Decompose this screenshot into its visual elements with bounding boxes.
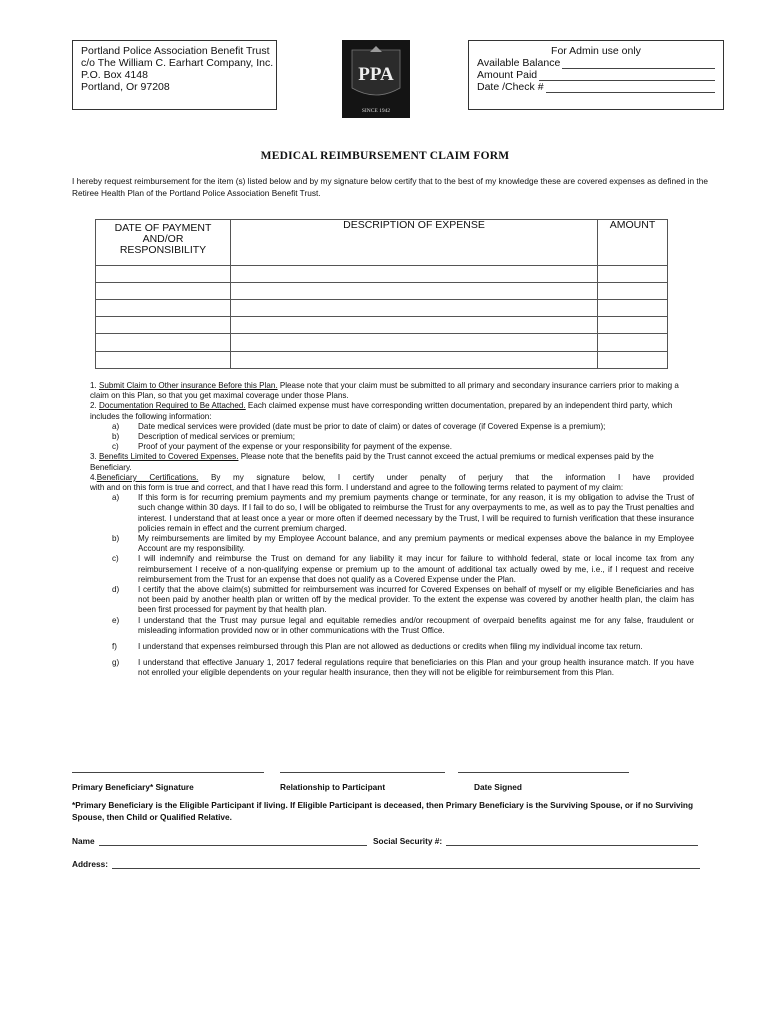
term-2-heading: Documentation Required to Be Attached.: [99, 401, 246, 411]
date-cell[interactable]: [96, 334, 231, 351]
list-item: b) My reimbursements are limited by my Employee Account balance, and any premium payments or medical expenses above the balance in my Employee Account are my responsibility.: [112, 534, 694, 554]
table-row: [96, 351, 668, 368]
description-cell[interactable]: [231, 334, 598, 351]
description-cell[interactable]: [231, 351, 598, 368]
address-line: c/o The William C. Earhart Company, Inc.: [81, 57, 274, 69]
table-row: [96, 282, 668, 299]
logo-text: PPA: [358, 64, 394, 85]
trust-address-box: [72, 40, 277, 110]
claim-table: [95, 219, 668, 369]
available-balance-field[interactable]: [477, 57, 715, 69]
beneficiary-note: *Primary Beneficiary is the Eligible Participant if living. If Eligible Participant is deceased, then Primary Beneficiary is the Surviving Spouse, or if no Surviving Spouse, then Child or Qualified Relative.: [72, 800, 694, 822]
list-item: e) I understand that the Trust may pursue legal and equitable remedies and/or recoupment of overpaid benefits against me for any false, fraudulent or misleading information provided now or in other communications with the Trust Office.: [112, 615, 694, 635]
term-3-heading: Benefits Limited to Covered Expenses.: [99, 452, 239, 462]
date-cell[interactable]: [96, 265, 231, 282]
list-item: b) Description of medical services or premium;: [112, 432, 295, 442]
amount-paid-field[interactable]: [477, 69, 715, 81]
ssn-field[interactable]: [373, 836, 698, 846]
term-3: 3. Benefits Limited to Covered Expenses. Please note that the benefits paid by the Trust cannot exceed the actual premiums or medical expenses paid by the Beneficiary.: [90, 452, 654, 472]
ssn-label: Social Security #:: [373, 836, 443, 846]
amount-cell[interactable]: [598, 334, 668, 351]
amount-cell[interactable]: [598, 265, 668, 282]
date-cell[interactable]: [96, 351, 231, 368]
logo-since: SINCE 1942: [361, 108, 391, 114]
table-row: [96, 265, 668, 282]
list-item: a) If this form is for recurring premium payments and my premium payments change or terminate, for any reason, it is my obligation to advise the Trust of such change within 30 days. If I fail to do so, I will be obligated to reimburse the Trust for any overpayments to me, as well as to pay the Trust penalties and interest. I understand that at least once a year or more often if deemed necessary by the Trust, I will be required to furnish verification that these insurance policies remain in effect and the current premium charged.: [112, 493, 694, 533]
table-row: [96, 317, 668, 334]
term-1-heading: Submit Claim to Other insurance Before this Plan.: [99, 381, 278, 390]
admin-title: For Admin use only: [551, 45, 641, 57]
col-description-header: DESCRIPTION OF EXPENSE: [231, 220, 598, 266]
signature-label: Primary Beneficiary* Signature: [72, 782, 194, 792]
date-check-label: Date /Check #: [477, 81, 544, 93]
col-date-header: DATE OF PAYMENT AND/OR RESPONSIBILITY: [96, 220, 231, 266]
date-check-field[interactable]: [477, 81, 715, 93]
address-label: Address:: [72, 859, 108, 869]
term-4-continued: with and on this form is true and correct, and that I have read this form. I understand and agree to the following terms related to payment of my claim:: [90, 483, 624, 493]
col-amount-header: AMOUNT: [598, 220, 668, 266]
amount-cell[interactable]: [598, 282, 668, 299]
form-title: MEDICAL REIMBURSEMENT CLAIM FORM: [260, 150, 510, 162]
date-signed-label: Date Signed: [474, 782, 522, 792]
date-cell[interactable]: [96, 317, 231, 334]
table-row: [96, 334, 668, 351]
address-line: P.O. Box 4148: [81, 69, 148, 81]
date-signed-line[interactable]: [458, 772, 629, 773]
date-cell[interactable]: [96, 300, 231, 317]
amount-cell[interactable]: [598, 351, 668, 368]
admin-use-box: [468, 40, 724, 110]
amount-cell[interactable]: [598, 300, 668, 317]
name-field[interactable]: [72, 836, 367, 846]
relationship-line[interactable]: [280, 772, 445, 773]
description-cell[interactable]: [231, 265, 598, 282]
date-cell[interactable]: [96, 282, 231, 299]
description-cell[interactable]: [231, 300, 598, 317]
term-1: 1. Submit Claim to Other insurance Before this Plan. Please note that your claim must be submitted to all primary and secondary insurance carriers prior to making a claim on this Plan, so that you get maximal coverage under those Plans.: [90, 381, 679, 401]
address-line: Portland, Or 97208: [81, 81, 170, 93]
intro-paragraph: I hereby request reimbursement for the item (s) listed below and by my signature below certify that to the best of my knowledge these are covered expenses as defined in the Retiree Health Plan of the Portland Police Association Benefit Trust.: [72, 176, 708, 198]
term-4-heading: Beneficiary Certifications.: [96, 472, 199, 482]
ppa-logo: [342, 40, 410, 118]
description-cell[interactable]: [231, 282, 598, 299]
list-item: c) Proof of your payment of the expense or your responsibility for payment of the expense.: [112, 442, 453, 452]
term-2: 2. Documentation Required to Be Attached. Each claimed expense must have corresponding written documentation, prepared by an independent third party, which includes the following information:: [90, 401, 673, 421]
list-item: d) I certify that the above claim(s) submitted for reimbursement was incurred for Covered Expenses on behalf of myself or my eligible Beneficiaries and has not been paid by another health plan or written off by the medical provider. To the extent the expense was covered by another health plan, the claim has been first processed for payment by that health plan.: [112, 585, 694, 615]
amount-paid-label: Amount Paid: [477, 69, 538, 81]
address-field[interactable]: [72, 859, 700, 869]
signature-line[interactable]: [72, 772, 264, 773]
available-balance-label: Available Balance: [477, 57, 561, 69]
list-item: a) Date medical services were provided (date must be prior to date of claim) or dates of coverage (if Covered Expense is a premium);: [112, 421, 606, 431]
description-cell[interactable]: [231, 317, 598, 334]
table-row: [96, 300, 668, 317]
term-4: 4.Beneficiary Certifications. By my signature below, I certify under penalty of perjury that the information I have provided: [90, 472, 694, 482]
address-line: Portland Police Association Benefit Trust: [81, 45, 270, 57]
relationship-label: Relationship to Participant: [280, 782, 386, 792]
terms-section: [90, 381, 694, 679]
list-item: f) I understand that expenses reimbursed through this Plan are not allowed as deductions or credits when filing my individual income tax return.: [112, 642, 643, 652]
list-item: c) I will indemnify and reimburse the Trust on demand for any liability it may incur for failure to withhold federal, state or local income tax from any reimbursement I receive of a non-qualifying expense or premium up to the amount of additional tax actually owed by me, i.e., if I request and receive reimbursement from the Trust for an expense that does not qualify as a Covered Expense under the Plan.: [112, 554, 694, 584]
amount-cell[interactable]: [598, 317, 668, 334]
name-label: Name: [72, 836, 95, 846]
list-item: g) I understand that effective January 1, 2017 federal regulations require that beneficiaries on this Plan and your group health insurance match. If you have not enrolled your eligible dependents on your regular health insurance, then they will not be eligible for reimbursement from this Plan.: [112, 658, 694, 678]
